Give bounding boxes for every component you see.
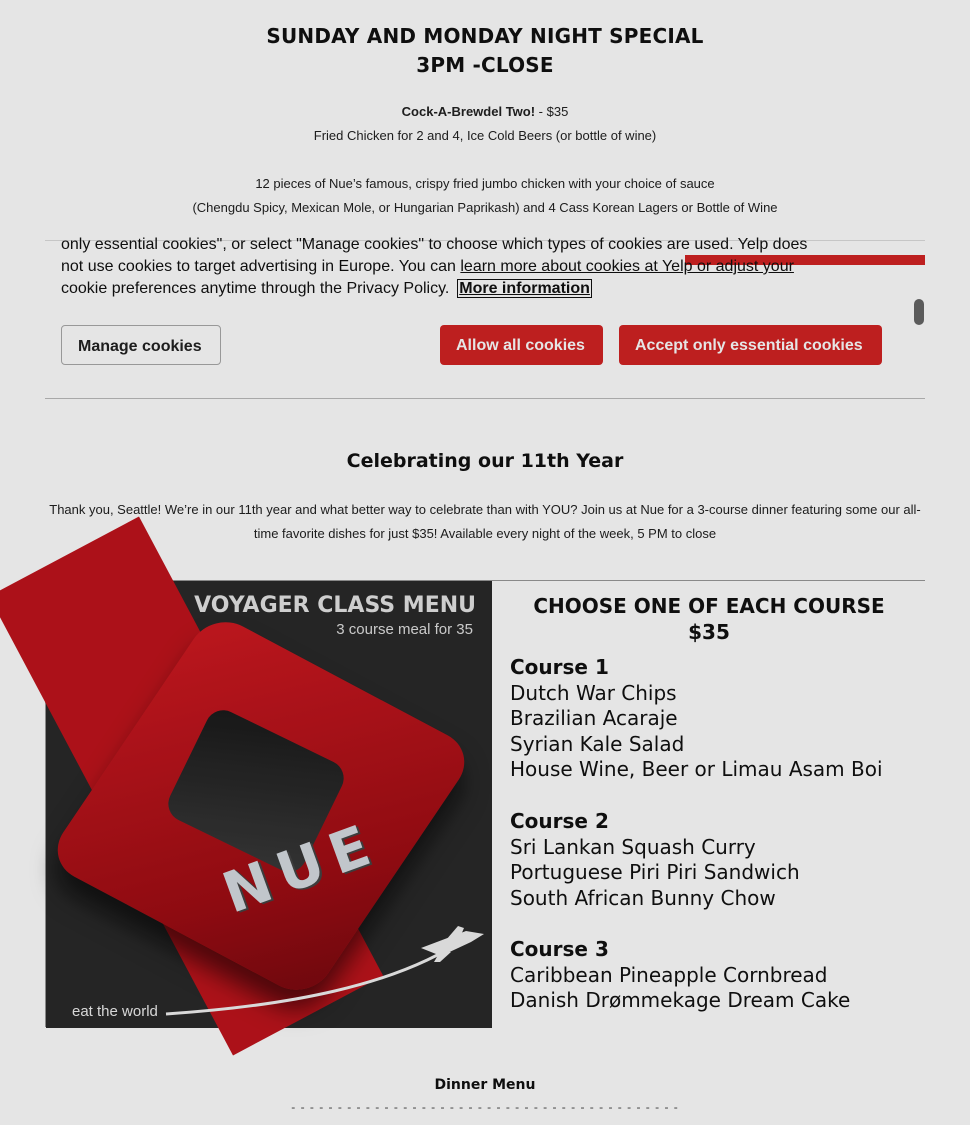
course-item: Danish Drømmekage Dream Cake: [510, 988, 851, 1012]
cookie-banner: [45, 236, 925, 355]
course-item: South African Bunny Chow: [510, 885, 776, 910]
promo-tagline: eat the world: [72, 1003, 158, 1020]
course-1-block: [510, 655, 883, 783]
cookie-text-segment: not use cookies to target advertising in Europe. You can: [61, 258, 461, 275]
allow-all-cookies-button[interactable]: Allow all cookies: [440, 325, 603, 365]
course-item: Portuguese Piri Piri Sandwich: [510, 860, 800, 884]
promo-left-title: VOYAGER CLASS MENU: [194, 593, 476, 618]
course-item: Caribbean Pineapple Cornbread: [510, 962, 828, 987]
special-title-line2: 3PM -CLOSE: [416, 53, 554, 77]
course-item: Sri Lankan Squash Curry: [510, 834, 756, 859]
special-item-name: Cock-A-Brewdel Two!: [401, 104, 536, 119]
promo-left-subtitle: 3 course meal for 35: [336, 621, 473, 638]
anniversary-text: Thank you, Seattle! We’re in our 11th year and what better way to celebrate than with YOU? Join us at Nue for a 3-course dinner featuring some our all-time favorite dishes for just $35! Available every night of the week, 5 PM to close: [49, 502, 921, 541]
special-detail-line1: 12 pieces of Nue’s famous, crispy fried jumbo chicken with your choice of sauce: [255, 176, 715, 191]
course-3-block: [510, 937, 850, 1014]
cookie-text-line2: [61, 256, 851, 278]
more-information-link[interactable]: More information: [459, 280, 590, 297]
dinner-menu-title: Dinner Menu: [434, 1077, 536, 1093]
dinner-menu-separator: - - - - - - - - - - - - - - - - - - - - - - - - - - - - - - - - - - - - - - - - - -: [291, 1100, 679, 1114]
promo-image: [45, 580, 925, 1027]
special-item-desc: Fried Chicken for 2 and 4, Ice Cold Beers (or bottle of wine): [313, 128, 657, 143]
course-item: Dutch War Chips: [510, 680, 677, 705]
promo-right-panel: [492, 581, 926, 1028]
airplane-swoosh-icon: [166, 926, 486, 1016]
cookie-text-line3: [61, 278, 851, 300]
special-item-line: [0, 104, 970, 119]
special-title-line1: SUNDAY AND MONDAY NIGHT SPECIAL: [266, 24, 704, 48]
promo-choose-heading: [492, 593, 926, 645]
special-title: [0, 22, 970, 80]
section-divider: [45, 398, 925, 399]
promo-choose-line1: CHOOSE ONE OF EACH COURSE: [533, 594, 885, 618]
course-item: Brazilian Acaraje: [510, 706, 678, 730]
cookie-banner-scrollbar[interactable]: [914, 299, 924, 325]
course-heading: Course 3: [510, 937, 609, 961]
learn-more-cookies-link[interactable]: learn more about cookies at Yelp or adjust your: [460, 258, 794, 275]
course-heading: Course 2: [510, 809, 609, 833]
cookie-banner-text: [61, 234, 851, 300]
special-detail-line2: (Chengdu Spicy, Mexican Mole, or Hungarian Paprikash) and 4 Cass Korean Lagers or Bottle of Wine: [192, 200, 778, 215]
course-item: House Wine, Beer or Limau Asam Boi: [510, 757, 883, 781]
cookie-text-segment: cookie preferences anytime through the Privacy Policy.: [61, 280, 450, 297]
manage-cookies-button[interactable]: Manage cookies: [61, 325, 221, 365]
accept-essential-cookies-button[interactable]: Accept only essential cookies: [619, 325, 882, 365]
nue-brand-text: NUE: [214, 810, 388, 927]
cookie-text-line1: only essential cookies", or select "Manage cookies" to choose which types of cookies are used. Yelp does: [61, 236, 808, 253]
course-heading: Course 1: [510, 655, 609, 679]
special-item-price: - $35: [535, 104, 569, 119]
promo-left-panel: [46, 581, 492, 1028]
anniversary-title: Celebrating our 11th Year: [346, 450, 624, 472]
course-2-block: [510, 809, 800, 911]
course-item: Syrian Kale Salad: [510, 731, 685, 756]
promo-choose-price: $35: [688, 620, 730, 644]
